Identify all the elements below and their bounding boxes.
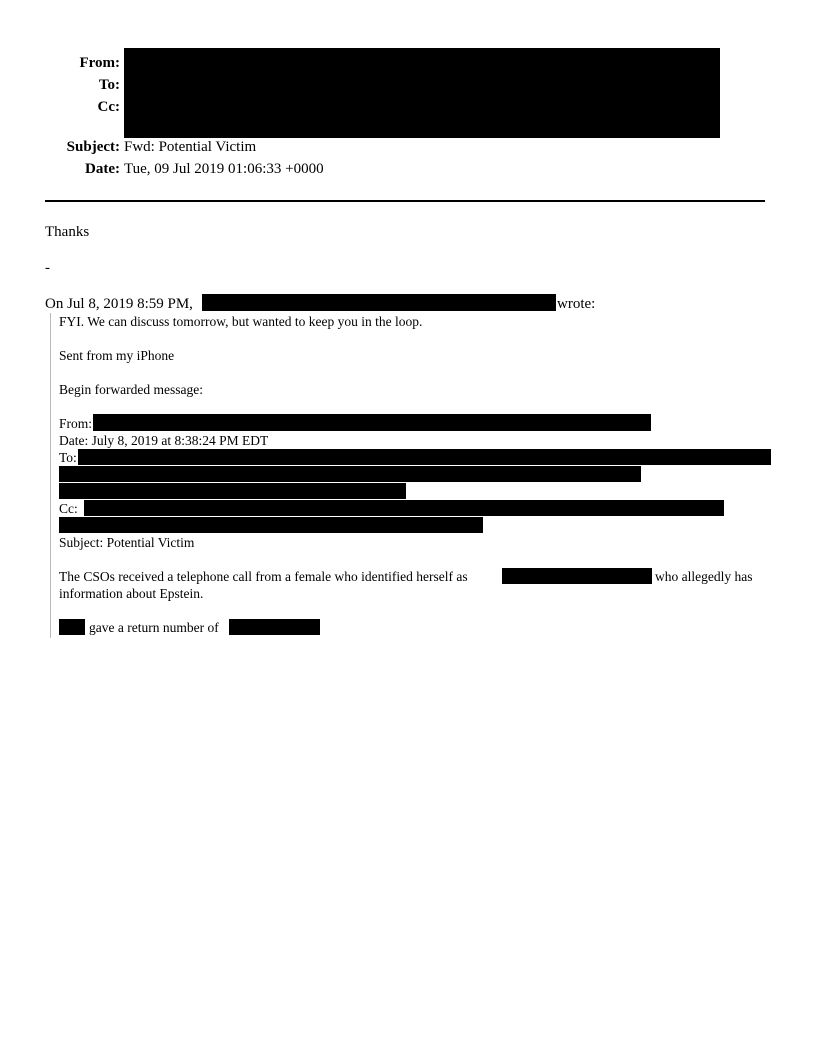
fwd-to-redaction-3 [59,483,406,499]
fwd-from-redaction [93,414,651,431]
para1-part-c: information about Epstein. [59,586,204,601]
fwd-cc-label: Cc: [59,501,78,516]
from-label: From: [79,55,120,71]
header-recipients-redaction [124,48,720,138]
para1-part-a: The CSOs received a telephone call from a female who identified herself as [59,569,468,584]
header-divider [45,200,765,202]
quoted-line-fyi: FYI. We can discuss tomorrow, but wanted to keep you in the loop. [59,314,423,329]
fwd-date-line: Date: July 8, 2019 at 8:38:24 PM EDT [59,433,269,448]
reply-sender-redaction [202,294,556,311]
date-value: Tue, 09 Jul 2019 01:06:33 +0000 [124,161,324,177]
quote-bar [50,313,51,638]
fwd-to-redaction-1 [78,449,771,465]
return-number-redaction [229,619,320,635]
fwd-to-redaction-2 [59,466,641,482]
thanks-text: Thanks [45,224,90,240]
cc-label: Cc: [97,99,120,115]
para1-part-b: who allegedly has [655,569,753,584]
caller-name-redaction [502,568,652,584]
fwd-subject-line: Subject: Potential Victim [59,535,195,550]
fwd-from-label: From: [59,416,93,431]
quoted-line-iphone: Sent from my iPhone [59,348,175,363]
reply-suffix: wrote: [557,296,596,312]
reply-prefix: On Jul 8, 2019 8:59 PM, [45,296,193,312]
date-label: Date: [85,161,120,177]
to-label: To: [98,77,120,93]
fwd-cc-redaction-1 [84,500,724,516]
para2-text: gave a return number of [89,620,219,635]
fwd-to-label: To: [59,450,77,465]
subject-label: Subject: [66,139,120,155]
subject-value: Fwd: Potential Victim [124,139,257,155]
quoted-line-forwarded: Begin forwarded message: [59,382,203,397]
dash-text: - [45,260,50,276]
caller-pronoun-redaction [59,619,85,635]
fwd-cc-redaction-2 [59,517,483,533]
